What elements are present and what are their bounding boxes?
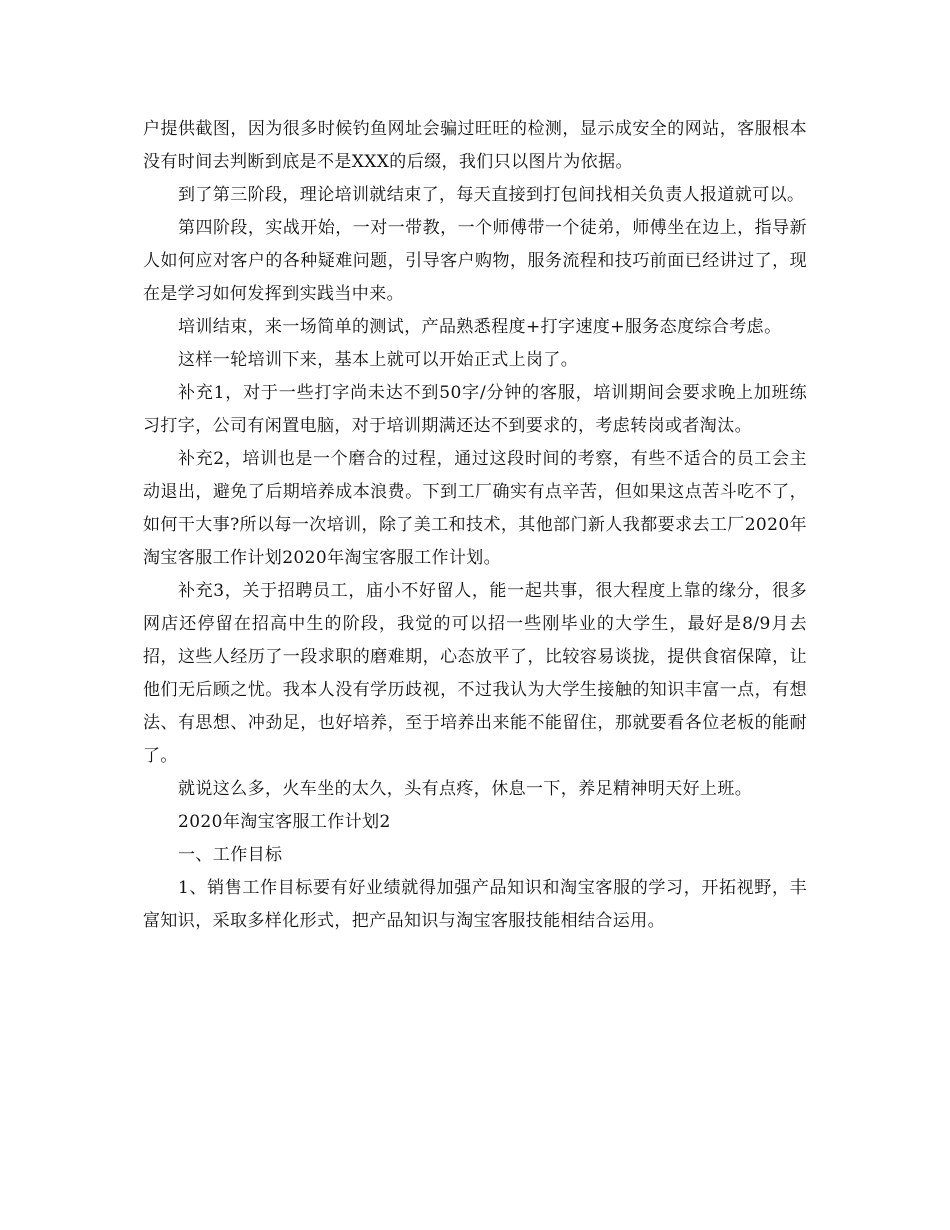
paragraph-onboarding: 这样一轮培训下来，基本上就可以开始正式上岗了。 [178,350,579,370]
paragraph-closing: 就说这么多，火车坐的太久，头有点疼，休息一下，养足精神明天好上班。 [178,779,753,799]
section-title: 2020年淘宝客服工作计划2 [178,812,391,832]
paragraph-stage-three: 到了第三阶段，理论培训就结束了，每天直接到打包间找相关负责人报道就可以。 [178,185,805,205]
section-heading-work-goals: 一、工作目标 [178,845,283,865]
paragraph-continuation: 户提供截图，因为很多时候钓鱼网址会骗过旺旺的检测，显示成安全的网站，客服根本没有时间去判断到底是不是XXX的后缀，我们只以图片为依据。 [143,119,807,172]
paragraph-sales-goal: 1、销售工作目标要有好业绩就得加强产品知识和淘宝客服的学习，开拓视野，丰富知识，采取多样化形式，把产品知识与淘宝客服技能相结合运用。 [143,878,807,931]
paragraph-stage-four: 第四阶段，实战开始，一对一带教，一个师傅带一个徒弟，师傅坐在边上，指导新人如何应对客户的各种疑难问题，引导客户购物，服务流程和技巧前面已经讲过了，现在是学习如何发挥到实践当中来。 [143,218,807,304]
paragraph-supplement-1: 补充1，对于一些打字尚未达不到50字/分钟的客服，培训期间会要求晚上加班练习打字，公司有闲置电脑，对于培训期满还达不到要求的，考虑转岗或者淘汰。 [143,383,807,436]
paragraph-supplement-2: 补充2，培训也是一个磨合的过程，通过这段时间的考察，有些不适合的员工会主动退出，避免了后期培养成本浪费。下到工厂确实有点辛苦，但如果这点苦斗吃不了，如何干大事?所以每一次培训，除了美工和技术，其他部门新人我都要求去工厂2020年淘宝客服工作计划2020年淘宝客服工作计划。 [143,449,807,568]
paragraph-supplement-3: 补充3，关于招聘员工，庙小不好留人，能一起共事，很大程度上靠的缘分，很多网店还停留在招高中生的阶段，我觉的可以招一些刚毕业的大学生，最好是8/9月去招，这些人经历了一段求职的磨难期，心态放平了，比较容易谈拢，提供食宿保障，让他们无后顾之忧。我本人没有学历歧视，不过我认为大学生接触的知识丰富一点，有想法、有思想、冲劲足，也好培养，至于培养出来能不能留住，那就要看各位老板的能耐了。 [143,581,807,766]
document-body [143,113,807,938]
paragraph-training-test: 培训结束，来一场简单的测试，产品熟悉程度+打字速度+服务态度综合考虑。 [178,317,782,337]
